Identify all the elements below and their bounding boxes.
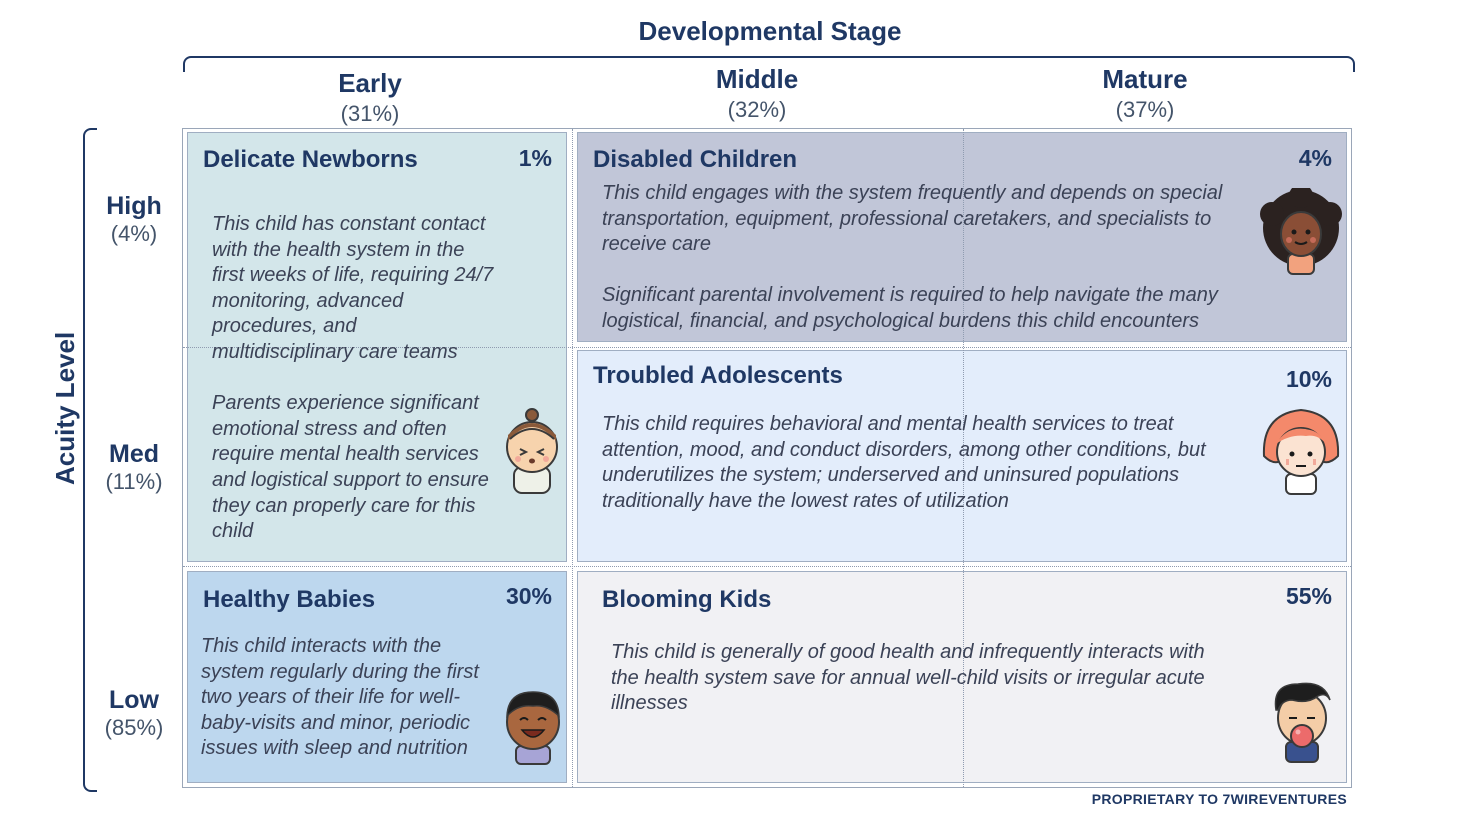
segment-pct: 4% [1298,145,1332,171]
description-line: emotional stress and often [212,417,447,440]
segment-pct: 1% [518,145,552,171]
row-label: Med [109,440,159,468]
row-header-high [98,192,170,247]
description-line: receive care [602,233,711,256]
row-pct: (11%) [105,469,163,494]
description-gap [212,366,512,392]
description-line: procedures, and [212,315,357,338]
segment-title: Troubled Adolescents [593,362,843,389]
column-pct: (32%) [727,97,787,122]
description-line: the health system save for annual well-child visits or irregular acute [611,666,1205,689]
description-line: This child interacts with the [201,635,442,657]
row-label: Low [109,686,159,714]
column-pct: (31%) [340,101,400,126]
description-line: attention, mood, and conduct disorders, among other conditions, but [602,438,1206,461]
description-line: first weeks of life, requiring 24/7 [212,264,494,287]
row-pct: (4%) [110,221,158,246]
segment-description [201,634,501,762]
description-line: logistical, financial, and psychological burdens this child encounters [602,309,1200,332]
column-label: Early [338,68,402,98]
description-line: and logistical support to ensure [212,468,489,491]
guide-line-horizontal [183,566,1351,567]
y-axis-title: Acuity Level [50,331,80,485]
segment-pct: 55% [1285,583,1332,609]
description-line: underutilizes the system; underserved and uninsured populations [602,464,1180,487]
boy-bubblegum-avatar-icon [1268,678,1336,764]
description-gap [602,258,1262,284]
smiling-boy-avatar-icon [500,686,566,766]
column-header-early [250,68,490,127]
description-line: This child requires behavioral and mental health services to treat [602,413,1174,435]
segment-pct: 30% [505,583,552,609]
column-label: Middle [715,64,799,94]
description-line: traditionally have the lowest rates of utilization [602,489,1009,512]
description-line: baby-visits and minor, periodic [201,711,471,734]
row-header-low [98,686,170,741]
description-line: transportation, equipment, professional caretakers, and specialists to [602,207,1212,230]
description-line: child [212,520,254,543]
row-pct: (85%) [104,715,164,740]
segment-title: Healthy Babies [203,586,376,613]
x-axis-title: Developmental Stage [638,16,902,46]
column-header-middle [637,64,877,123]
red-haired-girl-avatar-icon [1258,404,1344,496]
description-line: illnesses [611,692,688,715]
description-line: Significant parental involvement is required to help navigate the many [602,284,1218,307]
column-label: Mature [1102,64,1188,94]
description-line: monitoring, advanced [212,289,404,312]
segment-description [602,181,1262,335]
description-line: require mental health services [212,443,479,466]
girl-curly-hair-avatar-icon [1258,188,1344,278]
description-line: This child is generally of good health and infrequently interacts with [611,641,1205,663]
description-line: Parents experience significant [212,392,479,415]
segment-description [602,412,1262,514]
segment-pct: 10% [1285,366,1332,392]
segment-description [611,640,1271,717]
description-line: issues with sleep and nutrition [201,737,468,760]
description-line: with the health system in the [212,238,465,261]
description-line: system regularly during the first [201,660,479,683]
row-label: High [106,192,162,220]
guide-line-vertical [572,129,573,787]
column-pct: (37%) [1115,97,1175,122]
description-line: This child has constant contact [212,213,486,235]
description-line: two years of their life for well- [201,686,460,709]
segment-title: Blooming Kids [602,586,772,613]
segment-description [212,212,512,545]
column-header-mature [1025,64,1265,123]
description-line: This child engages with the system frequently and depends on special [602,182,1223,204]
segment-title: Delicate Newborns [203,146,418,173]
row-header-med [98,440,170,495]
proprietary-notice: PROPRIETARY TO 7WIREVENTURES [1091,791,1347,807]
segment-title: Disabled Children [593,146,798,173]
newborn-avatar-icon [500,405,564,495]
y-axis-bracket [83,128,97,792]
description-line: multidisciplinary care teams [212,340,458,363]
description-line: they can properly care for this [212,494,476,517]
